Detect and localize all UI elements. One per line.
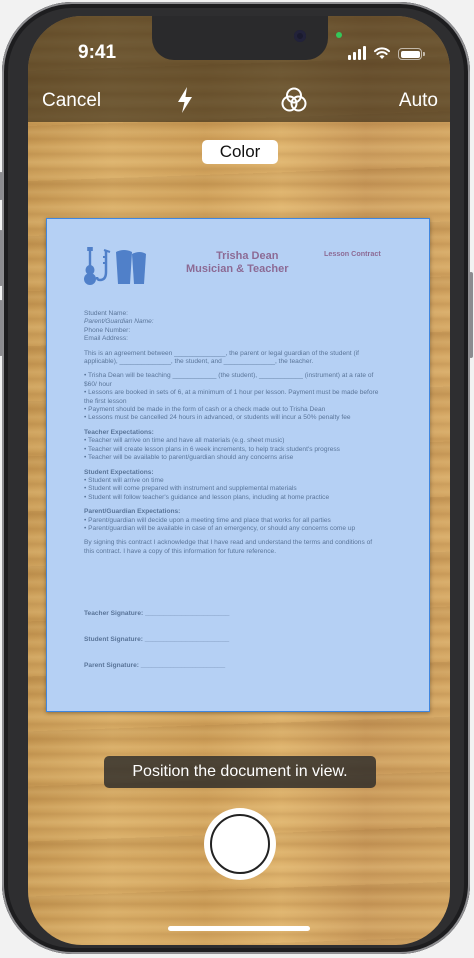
volume-down-button xyxy=(0,300,3,356)
document-detection-overlay xyxy=(46,218,430,712)
bolt-icon[interactable] xyxy=(175,86,195,114)
three-circles-filter-icon[interactable] xyxy=(280,86,308,114)
phone-frame xyxy=(2,2,470,954)
position-hint: Position the document in view. xyxy=(104,756,376,788)
volume-up-button xyxy=(0,230,3,286)
scanned-document xyxy=(46,218,430,712)
home-indicator[interactable] xyxy=(168,926,310,931)
wifi-icon xyxy=(373,46,391,60)
color-filter-pill[interactable]: Color xyxy=(202,140,278,164)
camera-viewfinder xyxy=(28,16,450,945)
action-button xyxy=(0,172,3,200)
front-camera-icon xyxy=(294,30,306,42)
status-icons xyxy=(348,44,422,60)
shutter-button[interactable] xyxy=(204,808,276,880)
status-time: 9:41 xyxy=(78,42,117,63)
cellular-signal-icon xyxy=(348,46,366,60)
battery-icon xyxy=(398,48,422,60)
auto-mode-button[interactable]: Auto xyxy=(398,90,438,111)
camera-in-use-indicator xyxy=(336,32,342,38)
shutter-inner-ring[interactable] xyxy=(210,814,270,874)
cancel-button[interactable]: Cancel xyxy=(42,90,102,111)
power-button xyxy=(469,272,473,358)
notch xyxy=(152,16,328,60)
